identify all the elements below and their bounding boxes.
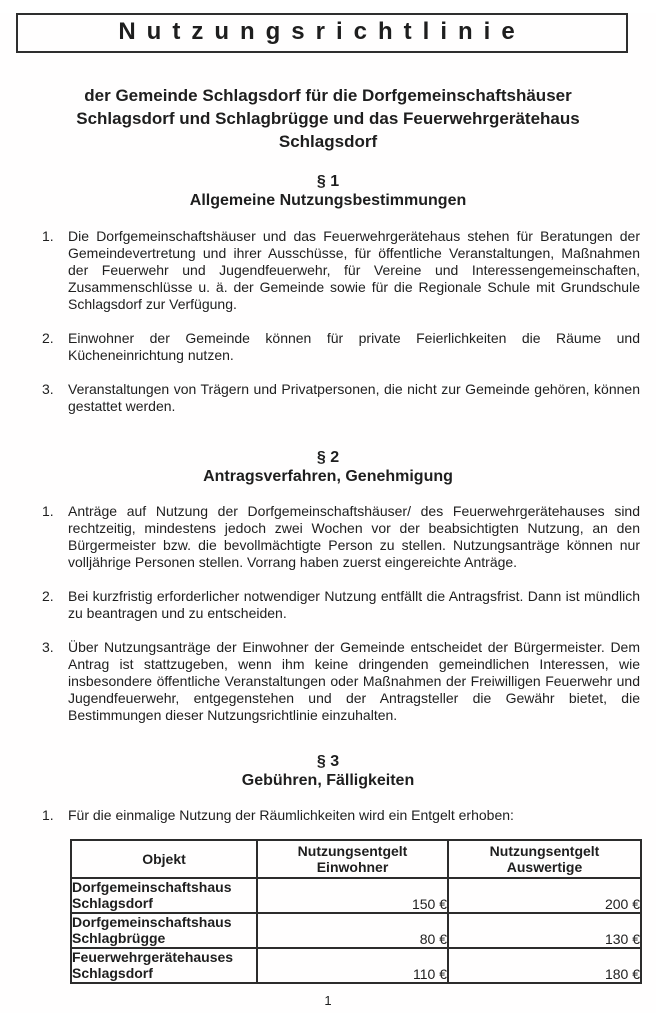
fee-table-row-2 [71,913,641,948]
list-text: Anträge auf Nutzung der Dorfgemeinschaftshäuser/ des Feuerwehrgerätehauses sind rechtzeitig, mindestens jedoch zwei Wochen vor der beabsichtigten Nutzung, an den Bürgermeister bzw. die bevollmächtigte Person zu stellen. Nutzungsanträge können nur volljährige Personen stellen. Vorrang haben zuerst eingereichte Anträge. [68,503,640,570]
section-1-item-3 [42,381,640,415]
section-3-paragraph-number: § 3 [316,753,340,770]
header-einwohner-line1: Nutzungsentgelt [297,843,408,859]
list-number: 1. [42,807,54,823]
fee-auswertige-cell: 200 € [448,878,641,913]
section-2-heading [0,448,656,486]
object-name-line1: Dorfgemeinschaftshaus [72,914,232,930]
object-name-cell [71,878,257,913]
fee-table-row-1 [71,878,641,913]
list-text: Bei kurzfristig erforderlicher notwendiger Nutzung entfällt die Antragsfrist. Dann ist mündlich zu beantragen und zu entscheiden. [68,588,640,621]
section-3-heading [0,752,656,790]
object-name-line2: Schlagsdorf [72,895,153,911]
fee-einwohner-cell: 110 € [257,948,448,983]
object-name-cell [71,948,257,983]
object-name-line1: Dorfgemeinschaftshaus [72,879,232,895]
section-3-item-1 [42,807,640,824]
section-2-item-2 [42,588,640,622]
list-number: 3. [42,639,54,655]
section-1-heading [0,172,656,210]
section-2-item-3 [42,639,640,724]
fee-table [70,839,642,984]
list-text: Veranstaltungen von Trägern und Privatpersonen, die nicht zur Gemeinde gehören, können gestattet werden. [68,381,640,414]
list-number: 3. [42,381,54,397]
object-name-line2: Schlagbrügge [72,930,166,946]
fee-table-header-auswertige [448,840,641,878]
section-2-paragraph-number: § 2 [316,449,340,466]
list-number: 1. [42,503,54,519]
list-text: Einwohner der Gemeinde können für private Feierlichkeiten die Räume und Kücheneinrichtung nutzen. [68,330,640,363]
section-2-item-1 [42,503,640,571]
object-name-cell [71,913,257,948]
section-1-item-1 [42,228,640,313]
section-3-title: Gebühren, Fälligkeiten [241,772,415,789]
header-auswertige-line1: Nutzungsentgelt [489,843,600,859]
header-objekt-label: Objekt [142,851,186,867]
header-einwohner-line2: Einwohner [316,859,389,875]
list-number: 2. [42,588,54,604]
document-page [0,13,656,1013]
fee-table-header-einwohner [257,840,448,878]
page-number: 1 [324,993,332,1008]
list-text: Für die einmalige Nutzung der Räumlichkeiten wird ein Entgelt erhoben: [68,807,514,823]
section-1-item-2 [42,330,640,364]
fee-auswertige-cell: 130 € [448,913,641,948]
section-2-title: Antragsverfahren, Genehmigung [203,468,453,485]
document-title: Nutzungsrichtlinie [118,18,526,45]
section-1-paragraph-number: § 1 [316,173,340,190]
object-name-line2: Schlagsdorf [72,965,153,981]
fee-auswertige-cell: 180 € [448,948,641,983]
fee-table-header-objekt [71,840,257,878]
fee-table-header-row [71,840,641,878]
list-number: 1. [42,228,54,244]
list-text: Über Nutzungsanträge der Einwohner der Gemeinde entscheidet der Bürgermeister. Dem Antrag ist stattzugeben, wenn ihm keine dringenden gemeindlichen Interessen, wie insbesondere öffentliche Veranstaltungen oder Maßnahmen der Freiwilligen Feuerwehr und Jugendfeuerwehr, entgegenstehen und der Antragsteller die Gewähr bietet, die Bestimmungen dieser Nutzungsrichtlinie einzuhalten. [68,639,640,723]
section-1-title: Allgemeine Nutzungsbestimmungen [189,192,467,209]
object-name-line1: Feuerwehrgerätehauses [72,949,234,965]
header-auswertige-line2: Auswertige [506,859,583,875]
list-text: Die Dorfgemeinschaftshäuser und das Feuerwehrgerätehaus stehen für Beratungen der Gemeindevertretung und ihrer Ausschüsse, für öffentliche Veranstaltungen, Maßnahmen der Feuerwehr und Jugendfeuerwehr, für Vereine und Interessengemeinschaften, Zusammenschlüsse u. ä. der Gemeinde sowie für die Regionale Schule mit Grundschule Schlagsdorf zur Verfügung. [68,228,640,312]
fee-einwohner-cell: 80 € [257,913,448,948]
list-number: 2. [42,330,54,346]
fee-einwohner-cell: 150 € [257,878,448,913]
fee-table-row-3 [71,948,641,983]
document-title-box [16,13,628,53]
document-subtitle: der Gemeinde Schlagsdorf für die Dorfgemeinschaftshäuser Schlagsdorf und Schlagbrügge und das Feuerwehrgerätehaus Schlagsdorf [76,86,580,151]
